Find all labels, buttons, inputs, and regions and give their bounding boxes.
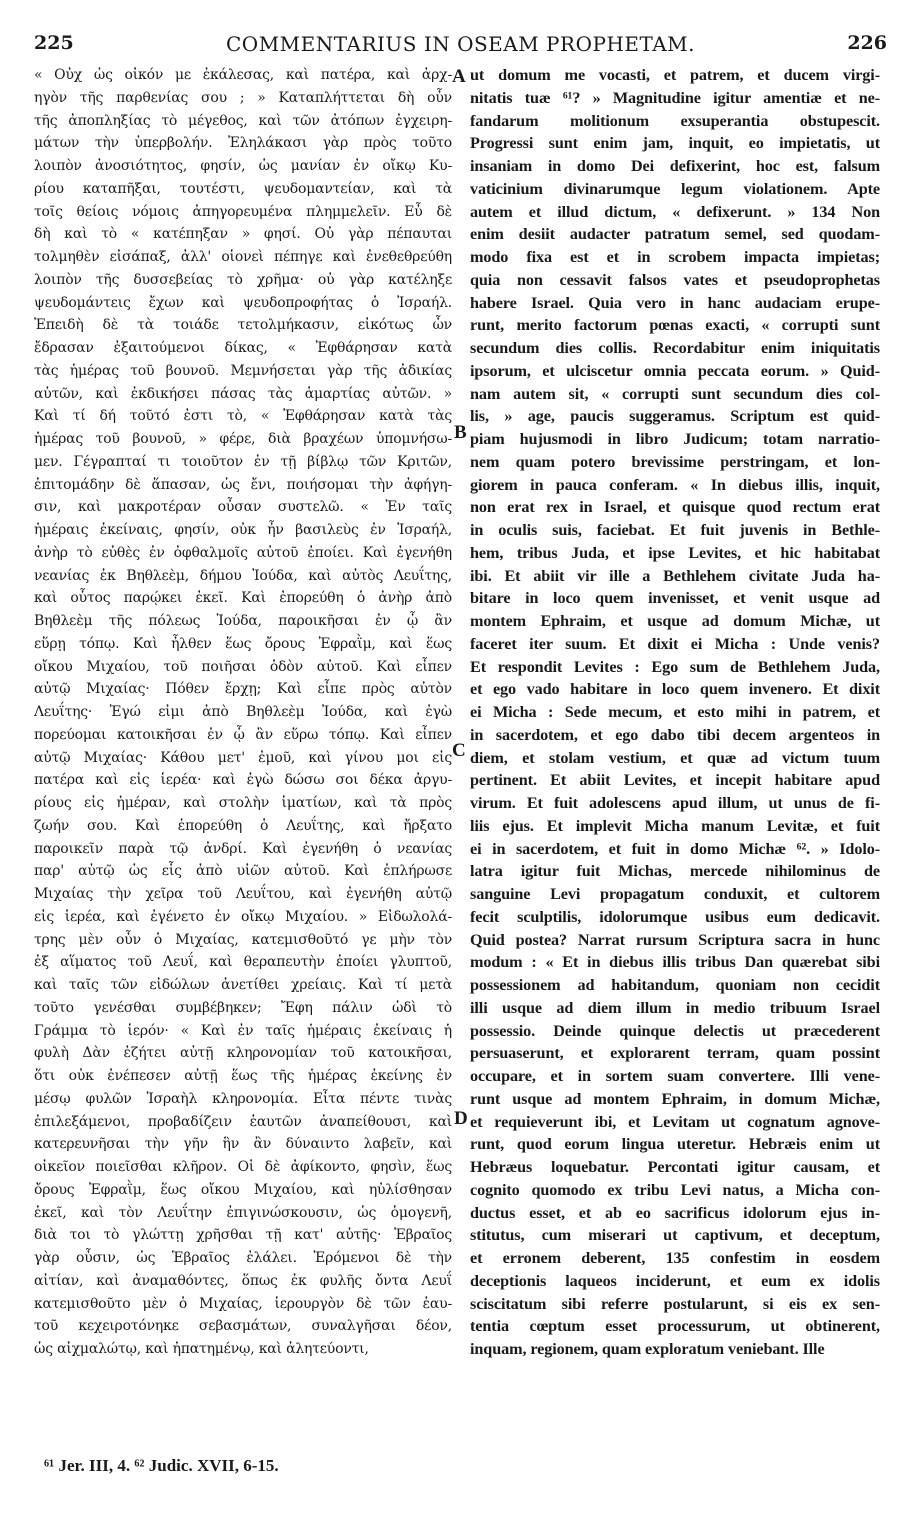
latin-text-line: nam autem sit, « corrupti sunt secundum dies col- <box>470 384 880 403</box>
latin-text-line: diem, et stolam vestium, et quæ ad victum tuum <box>470 748 880 767</box>
latin-text-line: autem et illud dictum, « defixerunt. » 134 Non <box>470 202 880 221</box>
latin-text-line: tentia cœptum esset processurum, ut obtinerent, <box>470 1317 880 1336</box>
greek-text-line: ἐπιτομάδην δὲ ἅπασαν, ὡς ἔνι, ποιήσομαι τὴν ἀφήγη- <box>34 476 452 493</box>
latin-text-line: inquam, regionem, quam exploratum veniebant. Ille <box>470 1340 825 1358</box>
greek-text-line: παρ' αὐτῷ ὡς εἷς ἀπὸ υἱῶν αὐτοῦ. Καὶ ἐπλήρωσε <box>34 863 452 880</box>
latin-text-line: vaticinium divinarumque legum violationem. Apte <box>470 179 880 198</box>
latin-text-line: sanguine Levi propagatum conduxit, et cultorem <box>470 885 880 903</box>
footnotes: ⁶¹ Jer. III, 4. ⁶² Judic. XVII, 6-15. <box>44 1456 279 1475</box>
greek-column <box>34 64 452 1361</box>
greek-text-line: τοῦτο γενέσθαι συμβέβηκεν; Ἔφη πάλιν ὡδὶ τὸ <box>34 999 452 1016</box>
greek-text-line: μάτων τὴν ὑπερβολήν. Ἐληλάκασι γὰρ πρὸς τοῦτο <box>34 135 452 152</box>
margin-letter-d: D <box>454 1108 468 1129</box>
latin-text-line: possessionem ad habitandum, quoniam non cecidit <box>470 976 880 994</box>
latin-text-line: secundum dies collis. Recordabitur enim iniquitatis <box>470 339 880 357</box>
greek-text-line: εὕρῃ τόπῳ. Καὶ ἦλθεν ἕως ὄρους Ἐφραῒμ, καὶ ἕως <box>34 635 452 652</box>
greek-text-line: αὐτῶν, καὶ ἐκδικήσει πάσας τὰς ἁμαρτίας αὐτῶν. » <box>34 385 452 402</box>
latin-text-line: enim desiit audacter patratum semel, sed quodam- <box>470 225 880 244</box>
latin-text-line: deceptionis laqueos inciderunt, et eum ex idolis <box>470 1271 880 1290</box>
greek-text-line: ἡμέραις ἐκείναις, φησίν, οὐκ ἦν βασιλεὺς ἐν Ἰσραήλ, <box>34 522 452 538</box>
greek-text-line: τολμηθὲν εἰσάπαξ, ἀλλ' οἱονεὶ πέπηγε καὶ ἐνεθεθρεύθη <box>34 249 452 265</box>
latin-text-line: habere Israel. Quia vero in hanc audaciam erupe- <box>470 293 880 312</box>
latin-text-line: liis ejus. Et implevit Micha manum Levitæ, et fuit <box>470 816 880 835</box>
latin-text-line: non erat rex in Israel, et quisque quod rectum erat <box>470 498 880 517</box>
margin-letter-a: A <box>452 66 466 87</box>
latin-text-line: ei in sacerdotem, et fuit in domo Michæ ⁶². » Idolo- <box>470 839 880 858</box>
page-number-right: 226 <box>847 32 887 54</box>
greek-text-line: διὰ τοι τὸ γλώττῃ χρῆσθαι τῇ κατ' αὐτῆς· Ἑβραῖος <box>34 1227 452 1244</box>
greek-text-line: νεανίας ἐκ Βηθλεὲμ, δήμου Ἰούδα, καὶ αὐτὸς Λευΐτης, <box>34 567 452 584</box>
greek-text-line: ἐξ αἵματος τοῦ Λευΐ, καὶ θεραπευτὴν ἐποίει γλυπτοῦ, <box>34 954 452 971</box>
latin-text-line: ibi. Et abiit vir ille a Bethlehem civitate Juda ha- <box>470 566 880 585</box>
latin-text-line: in sacerdotem, et ego dabo tibi decem argenteos in <box>470 725 880 744</box>
greek-text-line: γὰρ οὖσιν, ὡς Ἑβραῖος ἐλάλει. Ἐρόμενοι δὲ τὴν <box>34 1250 452 1266</box>
greek-text-line: ὡς αἰχμαλώτῳ, καὶ ἠπατημένῳ, καὶ ἀλητεύοντι, <box>34 1341 369 1357</box>
greek-text-line: λοιπὸν ἀνοσιότητος, φησίν, ὡς μανίαν ἐν οἴκῳ Κυ- <box>34 158 452 174</box>
greek-text-line: Βηθλεὲμ τῆς πόλεως Ἰούδα, παροικῆσαι ἐν ᾧ ἂν <box>34 613 452 629</box>
latin-text-line: modum : « Et in diebus illis tribus Dan quærebat sibi <box>470 953 880 972</box>
latin-text-line: et ego vado habitare in loco quem invenero. Et dixit <box>470 680 880 699</box>
greek-text-line: « Οὐχ ὡς οἰκόν με ἐκάλεσας, καὶ πατέρα, καὶ ἀρχ- <box>34 67 452 83</box>
running-header <box>34 32 887 60</box>
latin-text-line: montem Ephraim, et usque ad domum Michæ, ut <box>470 612 880 630</box>
greek-text-line: πατέρα καὶ εἰς ἱερέα· καὶ ἐγὼ δώσω σοι δέκα ἀργυ- <box>34 772 452 789</box>
greek-text-line: τρης μὲν οὖν ὁ Μιχαίας, κατεμισθοῦτό γε μὴν τὸν <box>34 931 452 948</box>
latin-text-line: runt, quod eorum lingua uteretur. Hebræis enim ut <box>470 1135 880 1154</box>
greek-text-line: ρίου καταπῆξαι, τουτέστι, ψευδομαντείαν, καὶ τὰ <box>34 180 452 197</box>
latin-text-line: Quid postea? Narrat rursum Scriptura sacra in hunc <box>470 930 880 949</box>
greek-text-line: ὄρους Ἐφραῒμ, ἕως οἴκου Μιχαίου, καὶ ηὐλίσθησαν <box>34 1181 452 1198</box>
greek-text-line: μεν. Γέγραπταί τι τοιοῦτον ἐν τῇ βίβλῳ τῶν Κριτῶν, <box>34 453 452 470</box>
greek-text-line: παροικεῖν παρὰ τῷ ἀνδρί. Καὶ ἐγενήθη ὁ νεανίας <box>34 840 452 857</box>
greek-text-line: ψευδομάντεις ἔχων καὶ ψευδοπροφήτας ὁ Ἰσραήλ. <box>34 294 452 311</box>
greek-text-line: ὅτι οὐκ ἐνέπεσεν αὐτῇ ἕως τῆς ἡμέρας ἐκείνης ἐν <box>34 1068 452 1084</box>
latin-text-line: latra igitur fuit Michas, mercede nihilominus de <box>470 862 880 881</box>
latin-text-line: cognito quomodo ex tribu Levi natus, a Micha con- <box>470 1180 880 1199</box>
running-title: COMMENTARIUS IN OSEAM PROPHETAM. <box>226 32 695 56</box>
latin-text-line: Hebræus loquebatur. Percontati igitur causam, et <box>470 1158 880 1176</box>
latin-text-line: insaniam in domo Dei defixerint, hoc est, falsum <box>470 157 880 175</box>
latin-text-line: et requieverunt ibi, et Levitam ut cognatum agnove- <box>470 1112 880 1131</box>
latin-text-line: occupare, et in sortem suam convertere. Illi vene- <box>470 1067 880 1085</box>
latin-text-line: hem, tribus Juda, et ipse Levites, et hic habitabat <box>470 543 880 562</box>
latin-text-line: pertinent. Et abiit Levites, et incepit habitare apud <box>470 771 880 790</box>
latin-text-line: quia non cessavit falsos vates et pseudoprophetas <box>470 270 880 289</box>
greek-text-line: τῆς ἀποπληξίας τὸ μέγεθος, καὶ τῶν ἀτόπων ἐγχειρη- <box>34 112 452 129</box>
greek-text-line: Γράμμα τὸ ἱερόν· « Καὶ ἐν ταῖς ἡμέραις ἐκείναις ἡ <box>34 1022 452 1039</box>
latin-text-line: bitare in loco quem invenisset, et venit usque ad <box>470 589 880 608</box>
latin-text-line: virum. Et fuit adolescens apud illum, ut unus de fi- <box>470 794 880 812</box>
greek-text-line: αὐτῷ Μιχαίας· Κάθου μετ' ἐμοῦ, καὶ γίνου μοι εἰς <box>34 749 452 766</box>
greek-text-line: καὶ ταῖς τῶν εἰδώλων ἀνετίθει χρείαις. Καὶ τί μετὰ <box>34 977 452 993</box>
latin-text-line: et erronem deberent, 135 confestim in eosdem <box>470 1249 880 1267</box>
latin-text-line: modo fixa est et in scrobem impacta impietas; <box>470 248 880 266</box>
margin-letter-c: C <box>452 740 466 761</box>
greek-text-line: λοιπὸν τῆς δυσσεβείας τὸ χρῆμα· οὐ γὰρ κατέληξε <box>34 271 452 288</box>
greek-text-line: ζωήν σου. Καὶ ἐπορεύθη ὁ Λευΐτης, καὶ ἤρξατο <box>34 817 452 834</box>
greek-text-line: τοῦ κεχειροτόνηκε σεβασμάτων, συναλγῆσαι δέον, <box>34 1318 452 1335</box>
latin-text-line: faceret iter suum. Et dixit ei Micha : Unde venis? <box>470 634 880 653</box>
latin-text-line: Et respondit Levites : Ego sum de Bethlehem Juda, <box>470 657 880 676</box>
latin-text-line: possessio. Deinde quinque delectis ut præcederent <box>470 1021 880 1040</box>
greek-text-line: ρίους εἰς ἡμέραν, καὶ στολὴν ἱματίων, καὶ τὰ πρὸς <box>34 795 452 811</box>
latin-text-line: piam hujusmodi in libro Judicum; totam narratio- <box>470 430 880 448</box>
latin-text-line: giorem in pauca conferam. « In diebus illis, inquit, <box>470 475 880 494</box>
greek-text-line: τοῖς θείοις νόμοις ἀπηγορευμένα πλημμελεῖν. Εὖ δὲ <box>34 203 452 220</box>
latin-text-line: ipsorum, et ulciscetur omnia peccata eorum. » Quid- <box>470 361 880 380</box>
latin-text-line: in oculis suis, faciebat. Et fuit juvenis in Bethle- <box>470 521 880 539</box>
greek-text-line: ἐκεῖ, καὶ τὸν Λευΐτην ἐπιγινώσκουσιν, ὡς ὁμογενῆ, <box>34 1204 452 1221</box>
page-number-left: 225 <box>34 32 74 54</box>
latin-text-line: fandarum molitionum exsuperantia obstupescit. <box>470 111 880 130</box>
greek-text-line: αἰτίαν, καὶ ἀναμαθόντες, ὅπως ἐκ φυλῆς ὄντα Λευΐ <box>34 1272 452 1289</box>
latin-text-line: stitutus, cum miserari ut captivum, et deceptum, <box>470 1226 880 1245</box>
latin-text-line: Progressi sunt enim jam, inquit, eo impietatis, ut <box>470 134 880 153</box>
greek-text-line: μέσῳ φυλῶν Ἰσραὴλ κληρονομία. Εἶτα πέντε τινὰς <box>34 1090 452 1107</box>
greek-text-line: ἡμέρας τοῦ βουνοῦ, » φέρε, διὰ βραχέων ὑπομνήσω- <box>34 431 452 447</box>
greek-text-line: Καὶ τί δή τοῦτό ἐστι τὸ, « Ἐφθάρησαν κατὰ τὰς <box>34 408 452 425</box>
greek-text-line: κατερευνῆσαι τὴν γῆν ἣν ἂν δύναιντο λαβεῖν, καὶ <box>34 1136 452 1153</box>
latin-text-line: lis, » age, paucis suggeramus. Scriptum est quid- <box>470 407 880 426</box>
latin-text-line: ductus esset, et ab eo sacrificus idolorum ejus in- <box>470 1203 880 1222</box>
greek-text-line: εἰς ἱερέα, καὶ ἐγένετο ἐν οἴκῳ Μιχαίου. » Εἰδωλολά- <box>34 908 452 925</box>
greek-text-line: φυλὴ Δὰν ἐζήτει αὐτῇ κληρονομίαν τοῦ κατοικῆσαι, <box>34 1045 452 1062</box>
greek-text-line: δὴ καὶ τὸ « κατέπηξαν » φησί. Οὐ γὰρ πέπαυται <box>34 226 452 243</box>
greek-text-line: οἴκου Μιχαίου, τοῦ ποιῆσαι ὁδὸν αὐτοῦ. Καὶ εἶπεν <box>34 658 452 675</box>
greek-text-line: ηγὸν τῆς παρθενίας σου ; » Καταπλήττεται δὴ οὖν <box>34 89 452 106</box>
greek-text-line: κατεμισθοῦτο μὲν ὁ Μιχαίας, ἱερουργὸν δὲ τῶν ἑαυ- <box>34 1295 452 1312</box>
greek-text-line: Ἐπειδὴ δὲ τὰ τοιάδε τετολμήκασιν, εἰκότως ὧν <box>34 317 452 334</box>
greek-text-line: αὐτῷ Μιχαίας· Πόθεν ἔρχῃ; Καὶ εἶπε πρὸς αὐτὸν <box>34 681 452 698</box>
latin-text-line: ut domum me vocasti, et patrem, et ducem virgi- <box>470 66 880 84</box>
greek-text-line: πορεύομαι κατοικῆσαι ἐν ᾧ ἂν εὕρω τόπῳ. Καὶ εἶπεν <box>34 726 452 743</box>
latin-text-line: fecit sculptilis, idolorumque usibus eum dedicavit. <box>470 907 880 926</box>
greek-text-line: τὰς ἡμέρας τοῦ βουνοῦ. Μεμνήσεται γὰρ τῆς ἀδικίας <box>34 362 452 379</box>
latin-text-line: ei Micha : Sede mecum, et esto mihi in patrem, et <box>470 703 880 721</box>
greek-text-line: Μιχαίας τὴν χεῖρα τοῦ Λευΐτου, καὶ ἐγενήθη αὐτῷ <box>34 886 452 902</box>
latin-text-line: runt usque ad montem Ephraim, in domum Michæ, <box>470 1089 880 1108</box>
margin-letter-b: B <box>454 422 467 443</box>
greek-text-line: Λευΐτης· Ἐγώ εἰμι ἀπὸ Βηθλεὲμ Ἰούδα, καὶ ἐγὼ <box>34 704 452 720</box>
latin-column <box>470 64 880 1361</box>
latin-text-line: nitatis tuæ ⁶¹? » Magnitudine igitur amentiæ et ne- <box>470 88 880 107</box>
latin-text-line: nem quam potero brevissime perstringam, et lon- <box>470 452 880 471</box>
latin-text-line: runt, merito factorum pœnas exacti, « corrupti sunt <box>470 316 880 335</box>
latin-text-line: persuaserunt, et explorarent terram, quam possint <box>470 1044 880 1063</box>
greek-text-line: καὶ οὗτος παρῴκει ἐκεῖ. Καὶ ἐπορεύθη ὁ ἀνὴρ ἀπὸ <box>34 590 452 607</box>
greek-text-line: οἰκεῖον ποιεῖσθαι κλῆρον. Οἱ δὲ ἀφίκοντο, φησὶν, ἕως <box>34 1159 452 1175</box>
greek-text-line: ἀνὴρ τὸ εὐθὲς ἐν ὀφθαλμοῖς αὐτοῦ ἐποίει. Καὶ ἐγενήθη <box>34 544 452 561</box>
latin-text-line: illi usque ad diem illum in medio tribuum Israel <box>470 998 880 1017</box>
greek-text-line: σιν, καὶ μακροτέραν οὖσαν συστελῶ. « Ἐν ταῖς <box>34 499 452 516</box>
latin-text-line: sciscitatum sibi referre postularunt, si eis ex sen- <box>470 1294 880 1313</box>
greek-text-line: ἐπιλεξάμενοι, προβαδίζειν ἑαυτῶν ἀναπείθουσι, καὶ <box>34 1113 452 1130</box>
greek-text-line: ἔδρασαν ἐξαιτούμενοι δίκας, « Ἐφθάρησαν κατὰ <box>34 340 452 356</box>
